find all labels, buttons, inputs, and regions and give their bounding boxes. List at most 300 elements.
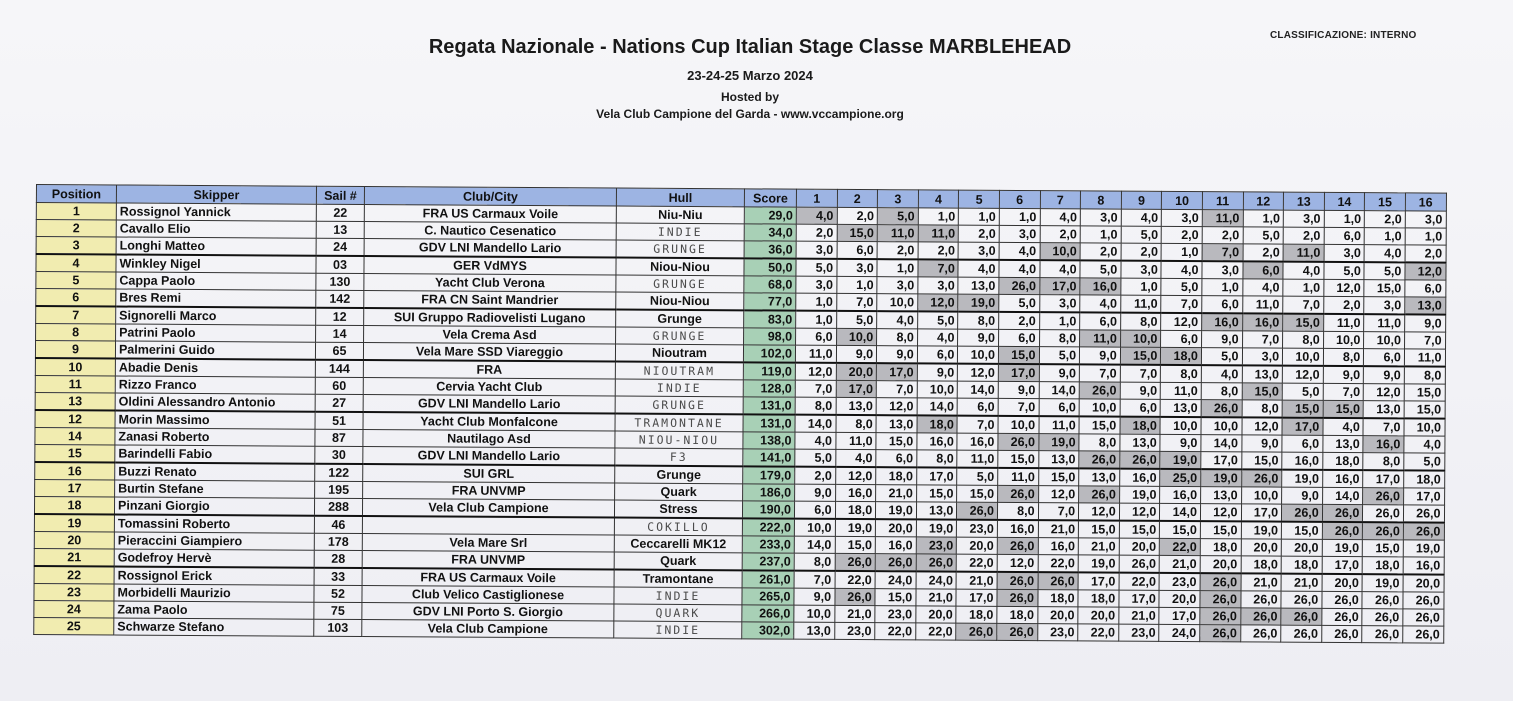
race-15-cell: 13,0 <box>1363 401 1404 419</box>
race-7-cell: 7,0 <box>1038 503 1079 521</box>
race-13-cell: 2,0 <box>1283 227 1324 244</box>
race-3-cell: 19,0 <box>876 502 917 520</box>
position-cell: 2 <box>36 220 116 237</box>
race-2-cell: 17,0 <box>836 380 877 397</box>
sail-number-cell: 03 <box>316 256 364 274</box>
race-15-cell: 7,0 <box>1363 418 1404 436</box>
club-cell: Nautilago Asd <box>363 430 615 449</box>
race-10-cell: 12,0 <box>1161 313 1202 331</box>
race-5-cell: 21,0 <box>956 572 997 590</box>
race-13-cell: 8,0 <box>1283 331 1324 348</box>
score-cell: 302,0 <box>742 622 794 639</box>
race-2-cell: 26,0 <box>835 588 876 605</box>
race-11-cell: 26,0 <box>1200 608 1241 625</box>
race-16-cell: 4,0 <box>1404 436 1445 453</box>
race-16-cell: 8,0 <box>1404 366 1445 384</box>
race-7-cell: 17,0 <box>1039 278 1080 295</box>
skipper-cell: Rossignol Yannick <box>116 203 316 221</box>
race-6-cell: 4,0 <box>999 242 1040 260</box>
column-header-race-12: 12 <box>1243 192 1284 210</box>
race-12-cell: 6,0 <box>1242 261 1283 279</box>
race-3-cell: 5,0 <box>877 208 918 225</box>
race-2-cell: 6,0 <box>837 241 878 259</box>
hull-cell: GRUNGE <box>616 240 744 258</box>
race-11-cell: 14,0 <box>1201 435 1242 452</box>
column-header-race-3: 3 <box>878 190 919 208</box>
race-7-cell: 4,0 <box>1040 209 1081 226</box>
position-cell: 9 <box>35 341 115 359</box>
race-9-cell: 12,0 <box>1119 503 1160 521</box>
race-8-cell: 16,0 <box>1080 278 1121 295</box>
race-1-cell: 13,0 <box>794 622 835 639</box>
sail-number-cell: 122 <box>315 464 363 482</box>
score-cell: 190,0 <box>742 501 794 519</box>
score-cell: 261,0 <box>742 570 794 588</box>
race-14-cell: 26,0 <box>1322 522 1363 540</box>
column-header-position: Position <box>36 185 116 203</box>
race-5-cell: 6,0 <box>957 398 998 416</box>
club-cell: Yacht Club Verona <box>364 274 616 293</box>
position-cell: 18 <box>34 496 114 514</box>
race-15-cell: 15,0 <box>1363 540 1404 557</box>
score-cell: 186,0 <box>743 484 795 501</box>
race-2-cell: 15,0 <box>835 536 876 553</box>
hull-cell: INDIE <box>615 379 743 397</box>
race-13-cell: 26,0 <box>1281 608 1322 625</box>
race-16-cell: 20,0 <box>1403 574 1444 592</box>
race-15-cell: 26,0 <box>1363 505 1404 523</box>
race-3-cell: 18,0 <box>876 467 917 485</box>
race-15-cell: 4,0 <box>1364 245 1405 263</box>
race-2-cell: 21,0 <box>834 605 875 622</box>
skipper-cell: Burtin Stefane <box>115 480 315 498</box>
race-8-cell: 5,0 <box>1080 260 1121 278</box>
race-10-cell: 3,0 <box>1162 209 1203 226</box>
column-header-race-13: 13 <box>1283 192 1324 210</box>
sail-number-cell: 28 <box>314 550 362 568</box>
race-5-cell: 10,0 <box>958 346 999 364</box>
race-11-cell: 2,0 <box>1202 227 1243 244</box>
race-10-cell: 5,0 <box>1161 278 1202 295</box>
race-8-cell: 21,0 <box>1078 538 1119 555</box>
race-16-cell: 26,0 <box>1403 522 1444 540</box>
race-14-cell: 20,0 <box>1322 574 1363 592</box>
race-4-cell: 21,0 <box>916 589 957 606</box>
race-13-cell: 15,0 <box>1282 400 1323 418</box>
position-cell: 21 <box>34 548 114 566</box>
race-5-cell: 4,0 <box>958 260 999 278</box>
race-12-cell: 20,0 <box>1241 539 1282 556</box>
race-6-cell: 26,0 <box>998 485 1039 502</box>
race-9-cell: 21,0 <box>1119 607 1160 624</box>
race-1-cell: 6,0 <box>796 328 837 345</box>
club-cell: GDV LNI Mandello Lario <box>363 447 615 466</box>
hull-cell: Grunge <box>616 310 744 328</box>
race-9-cell: 4,0 <box>1121 209 1162 226</box>
race-11-cell: 26,0 <box>1200 591 1241 608</box>
club-cell: Vela Club Campione <box>362 619 614 638</box>
race-13-cell: 21,0 <box>1281 574 1322 592</box>
position-cell: 25 <box>34 617 114 634</box>
race-16-cell: 26,0 <box>1403 592 1444 609</box>
race-14-cell: 11,0 <box>1323 314 1364 332</box>
position-cell: 1 <box>36 203 116 220</box>
sail-number-cell: 65 <box>315 342 363 360</box>
race-10-cell: 6,0 <box>1161 330 1202 347</box>
position-cell: 8 <box>36 324 116 341</box>
classification-label: CLASSIFICAZIONE: INTERNO <box>1270 30 1417 41</box>
sail-number-cell: 51 <box>315 412 363 430</box>
club-cell: Vela Mare Srl <box>362 534 614 553</box>
score-cell: 265,0 <box>742 588 794 605</box>
race-10-cell: 16,0 <box>1160 486 1201 503</box>
race-11-cell: 12,0 <box>1200 504 1241 522</box>
race-4-cell: 11,0 <box>918 225 959 242</box>
race-5-cell: 5,0 <box>957 468 998 486</box>
race-3-cell: 22,0 <box>875 623 916 640</box>
race-12-cell: 26,0 <box>1241 469 1282 487</box>
column-header-race-8: 8 <box>1081 191 1122 209</box>
race-7-cell: 16,0 <box>1038 538 1079 555</box>
race-6-cell: 26,0 <box>999 277 1040 294</box>
race-11-cell: 17,0 <box>1201 452 1242 470</box>
race-4-cell: 9,0 <box>917 363 958 381</box>
race-1-cell: 1,0 <box>796 293 837 311</box>
race-10-cell: 14,0 <box>1160 503 1201 521</box>
race-3-cell: 21,0 <box>876 485 917 502</box>
race-16-cell: 9,0 <box>1405 314 1446 332</box>
position-cell: 11 <box>35 375 115 392</box>
race-9-cell: 22,0 <box>1119 573 1160 591</box>
race-13-cell: 18,0 <box>1281 556 1322 574</box>
race-16-cell: 15,0 <box>1404 384 1445 401</box>
score-cell: 141,0 <box>743 449 795 467</box>
race-15-cell: 12,0 <box>1364 384 1405 401</box>
club-cell: SUI GRL <box>363 464 615 483</box>
position-cell: 20 <box>34 531 114 548</box>
club-cell: FRA UNVMP <box>362 550 614 569</box>
skipper-cell: Buzzi Renato <box>115 462 315 481</box>
race-11-cell: 6,0 <box>1202 296 1243 314</box>
regatta-title: Regata Nazionale - Nations Cup Italian Stage Classe MARBLEHEAD <box>428 36 1072 58</box>
race-10-cell: 8,0 <box>1161 365 1202 383</box>
hull-cell: Ceccarelli MK12 <box>614 535 742 553</box>
race-14-cell: 6,0 <box>1324 227 1365 244</box>
club-cell: C. Nautico Cesenatico <box>364 222 616 241</box>
race-8-cell: 18,0 <box>1078 590 1119 607</box>
race-4-cell: 1,0 <box>918 208 959 225</box>
race-14-cell: 26,0 <box>1322 591 1363 608</box>
race-2-cell: 16,0 <box>835 484 876 501</box>
race-2-cell: 22,0 <box>835 571 876 589</box>
race-9-cell: 23,0 <box>1118 624 1159 641</box>
race-15-cell: 5,0 <box>1364 262 1405 280</box>
race-2-cell: 18,0 <box>835 501 876 519</box>
column-header-race-16: 16 <box>1405 193 1446 211</box>
race-12-cell: 16,0 <box>1242 313 1283 331</box>
race-9-cell: 20,0 <box>1119 538 1160 555</box>
race-2-cell: 10,0 <box>836 328 877 345</box>
race-16-cell: 16,0 <box>1403 557 1444 575</box>
race-2-cell: 12,0 <box>835 467 876 485</box>
position-cell: 22 <box>34 566 114 584</box>
race-4-cell: 12,0 <box>918 294 959 312</box>
race-7-cell: 26,0 <box>1038 572 1079 590</box>
club-cell: FRA US Carmaux Voile <box>364 205 616 224</box>
club-cell: GDV LNI Porto S. Giorgio <box>362 602 614 621</box>
race-13-cell: 26,0 <box>1282 504 1323 522</box>
race-10-cell: 19,0 <box>1160 451 1201 469</box>
race-1-cell: 4,0 <box>796 207 837 224</box>
race-11-cell: 4,0 <box>1201 365 1242 383</box>
race-12-cell: 8,0 <box>1242 400 1283 418</box>
skipper-cell: Pieraccini Giampiero <box>114 532 314 550</box>
race-8-cell: 26,0 <box>1079 382 1120 399</box>
race-3-cell: 20,0 <box>876 519 917 537</box>
race-2-cell: 2,0 <box>837 207 878 224</box>
race-11-cell: 8,0 <box>1201 383 1242 400</box>
column-header-race-1: 1 <box>796 189 837 207</box>
race-8-cell: 22,0 <box>1078 624 1119 641</box>
race-1-cell: 9,0 <box>795 484 836 501</box>
race-1-cell: 2,0 <box>795 467 836 485</box>
position-cell: 13 <box>35 392 115 410</box>
race-15-cell: 26,0 <box>1363 522 1404 540</box>
race-12-cell: 26,0 <box>1240 625 1281 642</box>
race-12-cell: 26,0 <box>1240 608 1281 625</box>
race-16-cell: 17,0 <box>1403 488 1444 505</box>
skipper-cell: Tomassini Roberto <box>114 514 314 533</box>
sail-number-cell: 178 <box>314 533 362 550</box>
column-header-race-6: 6 <box>999 190 1040 208</box>
race-1-cell: 12,0 <box>795 363 836 381</box>
race-15-cell: 17,0 <box>1363 470 1404 488</box>
race-16-cell: 10,0 <box>1404 418 1445 436</box>
race-2-cell: 20,0 <box>836 363 877 381</box>
position-cell: 14 <box>35 427 115 444</box>
race-15-cell: 3,0 <box>1364 297 1405 315</box>
race-9-cell: 8,0 <box>1120 313 1161 331</box>
score-cell: 50,0 <box>744 258 796 276</box>
sail-number-cell: 142 <box>316 290 364 308</box>
race-8-cell: 20,0 <box>1078 607 1119 624</box>
club-cell: Vela Club Campione <box>362 499 614 518</box>
race-14-cell: 26,0 <box>1321 625 1362 642</box>
hull-cell: Tramontane <box>614 570 742 588</box>
race-14-cell: 16,0 <box>1322 470 1363 488</box>
column-header-race-5: 5 <box>959 190 1000 208</box>
sail-number-cell: 33 <box>314 568 362 586</box>
sail-number-cell: 195 <box>315 481 363 498</box>
race-11-cell: 5,0 <box>1201 348 1242 366</box>
race-15-cell: 26,0 <box>1363 488 1404 505</box>
race-13-cell: 12,0 <box>1282 366 1323 384</box>
score-cell: 68,0 <box>744 276 796 293</box>
race-6-cell: 26,0 <box>997 589 1038 606</box>
race-5-cell: 12,0 <box>958 364 999 382</box>
race-2-cell: 8,0 <box>836 415 877 433</box>
race-15-cell: 6,0 <box>1364 349 1405 367</box>
race-10-cell: 25,0 <box>1160 469 1201 487</box>
race-11-cell: 3,0 <box>1202 261 1243 279</box>
race-8-cell: 12,0 <box>1079 503 1120 521</box>
race-6-cell: 12,0 <box>997 554 1038 572</box>
race-13-cell: 15,0 <box>1283 314 1324 332</box>
race-3-cell: 24,0 <box>875 571 916 589</box>
race-16-cell: 26,0 <box>1403 505 1444 523</box>
race-5-cell: 22,0 <box>957 554 998 572</box>
race-10-cell: 22,0 <box>1160 538 1201 555</box>
race-7-cell: 13,0 <box>1038 451 1079 469</box>
score-cell: 179,0 <box>743 466 795 484</box>
race-7-cell: 19,0 <box>1038 434 1079 451</box>
hull-cell: TRAMONTANE <box>615 414 743 432</box>
race-7-cell: 2,0 <box>1040 226 1081 243</box>
race-11-cell: 1,0 <box>1202 279 1243 296</box>
race-9-cell: 6,0 <box>1120 399 1161 417</box>
sail-number-cell: 288 <box>314 498 362 516</box>
position-cell: 17 <box>35 479 115 496</box>
race-4-cell: 22,0 <box>916 623 957 640</box>
race-15-cell: 19,0 <box>1362 574 1403 592</box>
race-12-cell: 3,0 <box>1242 348 1283 366</box>
race-12-cell: 18,0 <box>1241 556 1282 574</box>
race-12-cell: 10,0 <box>1241 487 1282 504</box>
race-3-cell: 23,0 <box>875 606 916 623</box>
sail-number-cell: 60 <box>315 377 363 394</box>
race-14-cell: 7,0 <box>1323 383 1364 400</box>
score-cell: 29,0 <box>744 207 796 224</box>
race-4-cell: 6,0 <box>917 346 958 364</box>
table-body <box>34 203 1446 644</box>
race-14-cell: 13,0 <box>1323 435 1364 452</box>
race-15-cell: 26,0 <box>1362 609 1403 626</box>
skipper-cell: Rossignol Erick <box>114 566 314 585</box>
race-1-cell: 6,0 <box>794 501 835 519</box>
race-5-cell: 23,0 <box>957 520 998 538</box>
race-6-cell: 2,0 <box>999 312 1040 330</box>
club-cell: FRA CN Saint Mandrier <box>364 291 616 310</box>
skipper-cell: Palmerini Guido <box>115 341 315 360</box>
race-8-cell: 4,0 <box>1080 295 1121 313</box>
race-16-cell: 26,0 <box>1403 626 1444 643</box>
race-3-cell: 4,0 <box>877 311 918 329</box>
race-4-cell: 13,0 <box>916 502 957 520</box>
race-13-cell: 1,0 <box>1283 279 1324 296</box>
race-2-cell: 26,0 <box>835 553 876 571</box>
race-5-cell: 17,0 <box>956 589 997 606</box>
race-15-cell: 26,0 <box>1362 592 1403 609</box>
race-16-cell: 2,0 <box>1405 245 1446 263</box>
race-8-cell: 8,0 <box>1079 434 1120 451</box>
race-11-cell: 18,0 <box>1200 539 1241 556</box>
sail-number-cell: 27 <box>315 394 363 412</box>
race-16-cell: 15,0 <box>1404 401 1445 419</box>
race-10-cell: 24,0 <box>1159 624 1200 641</box>
race-3-cell: 8,0 <box>877 329 918 346</box>
race-6-cell: 4,0 <box>999 260 1040 278</box>
race-3-cell: 11,0 <box>877 225 918 242</box>
race-13-cell: 6,0 <box>1282 435 1323 452</box>
race-4-cell: 17,0 <box>916 467 957 485</box>
race-1-cell: 5,0 <box>796 259 837 277</box>
position-cell: 4 <box>36 254 116 272</box>
race-2-cell: 7,0 <box>836 293 877 311</box>
race-8-cell: 15,0 <box>1079 520 1120 538</box>
race-1-cell: 10,0 <box>794 519 835 537</box>
race-16-cell: 5,0 <box>1404 453 1445 471</box>
skipper-cell: Cappa Paolo <box>116 272 316 290</box>
column-header-race-9: 9 <box>1121 191 1162 209</box>
race-4-cell: 16,0 <box>917 433 958 450</box>
race-10-cell: 9,0 <box>1160 434 1201 451</box>
race-9-cell: 15,0 <box>1120 347 1161 365</box>
club-cell: GDV LNI Mandello Lario <box>363 395 615 414</box>
column-header-race-2: 2 <box>837 189 878 207</box>
race-2-cell: 23,0 <box>834 622 875 639</box>
skipper-cell: Patrini Paolo <box>116 324 316 342</box>
race-3-cell: 16,0 <box>875 537 916 554</box>
race-14-cell: 3,0 <box>1324 244 1365 262</box>
race-13-cell: 16,0 <box>1282 452 1323 470</box>
race-10-cell: 11,0 <box>1161 382 1202 399</box>
hull-cell: Quark <box>614 552 742 570</box>
race-6-cell: 15,0 <box>998 346 1039 364</box>
race-3-cell: 9,0 <box>877 346 918 364</box>
race-1-cell: 14,0 <box>795 415 836 433</box>
race-1-cell: 14,0 <box>794 536 835 553</box>
race-10-cell: 13,0 <box>1160 399 1201 417</box>
race-7-cell: 8,0 <box>1039 330 1080 347</box>
race-8-cell: 10,0 <box>1079 399 1120 417</box>
hull-cell: NIOUTRAM <box>615 362 743 380</box>
race-4-cell: 10,0 <box>917 381 958 398</box>
results-table <box>33 184 1446 644</box>
race-5-cell: 14,0 <box>958 381 999 398</box>
skipper-cell: Schwarze Stefano <box>114 618 314 636</box>
race-11-cell: 19,0 <box>1201 469 1242 487</box>
position-cell: 12 <box>35 410 115 428</box>
hull-cell: INDIE <box>614 587 742 605</box>
race-13-cell: 26,0 <box>1281 591 1322 608</box>
race-6-cell: 10,0 <box>998 416 1039 434</box>
race-4-cell: 18,0 <box>917 415 958 433</box>
race-6-cell: 5,0 <box>999 294 1040 312</box>
race-8-cell: 9,0 <box>1080 347 1121 365</box>
race-1-cell: 8,0 <box>795 397 836 415</box>
race-2-cell: 19,0 <box>835 519 876 537</box>
race-7-cell: 20,0 <box>1037 607 1078 624</box>
race-2-cell: 11,0 <box>835 432 876 449</box>
race-14-cell: 5,0 <box>1324 262 1365 280</box>
race-7-cell: 23,0 <box>1037 624 1078 641</box>
race-3-cell: 13,0 <box>876 415 917 433</box>
race-8-cell: 26,0 <box>1079 486 1120 503</box>
race-12-cell: 12,0 <box>1242 417 1283 435</box>
hull-cell: COKILLO <box>614 518 742 536</box>
race-16-cell: 19,0 <box>1403 540 1444 557</box>
race-16-cell: 26,0 <box>1403 609 1444 626</box>
host-club: Vela Club Campione del Garda - www.vccampione.org <box>596 107 904 121</box>
race-12-cell: 1,0 <box>1243 210 1284 227</box>
race-14-cell: 4,0 <box>1323 418 1364 436</box>
race-9-cell: 7,0 <box>1120 365 1161 383</box>
race-9-cell: 1,0 <box>1121 278 1162 295</box>
race-12-cell: 11,0 <box>1242 296 1283 314</box>
race-6-cell: 11,0 <box>998 468 1039 486</box>
race-3-cell: 2,0 <box>877 242 918 260</box>
race-7-cell: 18,0 <box>1037 590 1078 607</box>
